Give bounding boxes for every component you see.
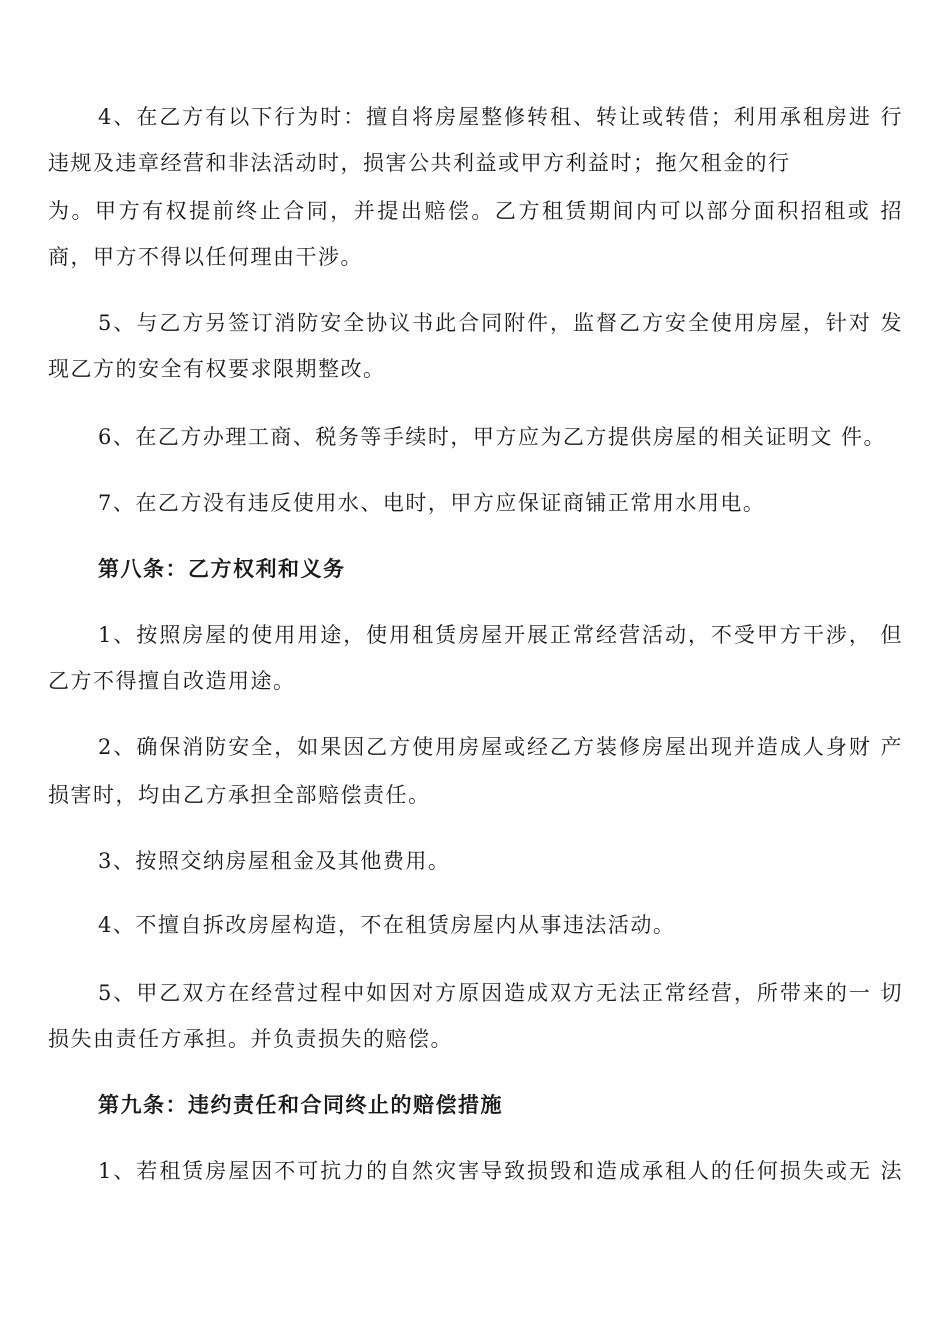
paragraph-line: 1、若租赁房屋因不可抗力的自然灾害导致损毁和造成承租人的任何损失或无 法 <box>98 1159 903 1183</box>
section-heading: 第八条：乙方权利和义务 <box>98 557 346 581</box>
paragraph-line: 5、甲乙双方在经营过程中如因对方原因造成双方无法正常经营，所带来的一 切 <box>98 981 903 1005</box>
section-heading: 第九条：违约责任和合同终止的赔偿措施 <box>98 1093 503 1117</box>
paragraph-line: 1、按照房屋的使用用途，使用租赁房屋开展正常经营活动，不受甲方干涉， 但 <box>98 623 903 647</box>
paragraph-line: 为。甲方有权提前终止合同，并提出赔偿。乙方租赁期间内可以部分面积招租或 招 <box>48 199 903 223</box>
paragraph-line: 7、在乙方没有违反使用水、电时，甲方应保证商铺正常用水用电。 <box>98 491 766 515</box>
paragraph-line: 商，甲方不得以任何理由干涉。 <box>48 245 363 269</box>
paragraph-line: 4、在乙方有以下行为时：擅自将房屋整修转租、转让或转借；利用承租房进 行 <box>98 105 903 129</box>
paragraph-line: 乙方不得擅自改造用途。 <box>48 669 296 693</box>
paragraph-line: 2、确保消防安全，如果因乙方使用房屋或经乙方装修房屋出现并造成人身财 产 <box>98 735 903 759</box>
paragraph-line: 5、与乙方另签订消防安全协议书此合同附件，监督乙方安全使用房屋，针对 发 <box>98 311 903 335</box>
paragraph-line: 违规及违章经营和非法活动时，损害公共利益或甲方利益时；拖欠租金的行 <box>48 151 791 175</box>
paragraph-line: 6、在乙方办理工商、税务等手续时，甲方应为乙方提供房屋的相关证明文 件。 <box>98 425 887 449</box>
paragraph-line: 3、按照交纳房屋租金及其他费用。 <box>98 849 451 873</box>
paragraph-line: 4、不擅自拆改房屋构造，不在租赁房屋内从事违法活动。 <box>98 913 676 937</box>
paragraph-line: 损害时，均由乙方承担全部赔偿责任。 <box>48 783 431 807</box>
paragraph-line: 损失由责任方承担。并负责损失的赔偿。 <box>48 1027 453 1051</box>
paragraph-line: 现乙方的安全有权要求限期整改。 <box>48 357 386 381</box>
